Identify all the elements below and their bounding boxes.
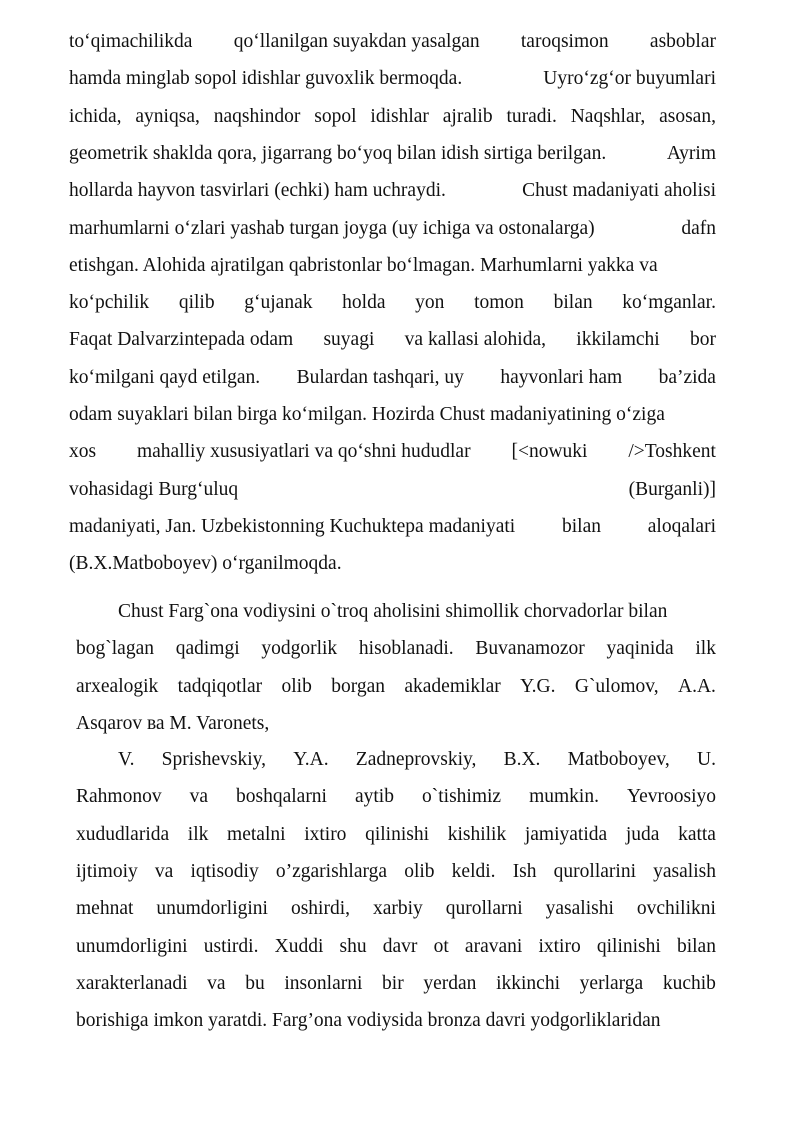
- text-segment: akademiklar: [404, 675, 501, 697]
- text-segment: (Burganli)]: [628, 478, 716, 500]
- text-line: [76, 675, 716, 699]
- text-segment: bilan: [676, 935, 716, 957]
- text-segment: A.A.: [678, 675, 716, 697]
- text-segment: xarakterlanadi: [76, 972, 188, 994]
- text-segment: yaqinida: [606, 638, 674, 660]
- text-segment: keldi.: [451, 860, 496, 882]
- text-segment: qo‘llanilgan suyakdan yasalgan: [233, 31, 480, 52]
- text-segment: Yevroosiyo: [626, 786, 716, 808]
- text-segment: sopol: [314, 105, 357, 127]
- text-segment: Y.G.: [520, 675, 556, 697]
- text-segment: ustirdi.: [203, 935, 259, 957]
- text-segment: boshqalarni: [236, 786, 327, 808]
- text-line: [76, 860, 716, 884]
- text-segment: yerlarga: [579, 972, 644, 994]
- text-segment: Asqarov ва M. Varonets,: [76, 712, 270, 734]
- text-segment: ayniqsa,: [135, 105, 200, 127]
- text-line: [69, 217, 716, 241]
- text-line: [69, 440, 716, 464]
- text-segment: taroqsimon: [520, 31, 609, 52]
- text-segment: bir: [382, 972, 404, 994]
- text-line: [76, 897, 716, 921]
- text-segment: Xuddi: [274, 935, 324, 957]
- text-segment: yon: [415, 292, 445, 314]
- text-segment: odam suyaklari bilan birga ko‘milgan. Hozirda Chust madaniyatining o‘ziga: [69, 404, 665, 425]
- text-line: [76, 712, 716, 736]
- text-line: [69, 366, 716, 390]
- text-segment: g‘ujanak: [244, 292, 313, 314]
- text-segment: qilib: [178, 292, 215, 314]
- text-segment: Bulardan tashqari, uy: [296, 366, 464, 388]
- text-segment: jamiyatida: [524, 823, 608, 845]
- text-segment: insonlarni: [284, 972, 363, 994]
- text-segment: xududlarida: [76, 823, 170, 845]
- text-segment: U.: [696, 749, 716, 770]
- text-segment: yodgorlik: [261, 638, 338, 660]
- text-segment: Rahmonov: [76, 786, 162, 808]
- text-segment: xos: [69, 441, 97, 463]
- text-segment: bilan: [562, 515, 601, 537]
- text-line: [69, 328, 716, 352]
- text-segment: Uyro‘zg‘or buyumlari: [543, 68, 716, 90]
- text-segment: tadqiqotlar: [177, 675, 263, 697]
- text-segment: ajralib: [442, 105, 493, 127]
- text-segment: aloqalari: [647, 515, 716, 537]
- text-segment: hayvonlari ham: [500, 366, 623, 388]
- text-line: [69, 105, 716, 129]
- text-segment: hollarda hayvon tasvirlari (echki) ham uchraydi.: [69, 180, 446, 202]
- text-segment: va: [189, 786, 208, 808]
- text-segment: aravani: [464, 935, 523, 957]
- text-segment: qurollarini: [553, 860, 636, 882]
- text-segment: Naqshlar,: [570, 105, 646, 127]
- text-segment: iqtisodiy: [190, 860, 259, 882]
- text-segment: qadimgi: [175, 638, 240, 660]
- text-line: [118, 748, 716, 772]
- text-segment: yasalish: [653, 860, 716, 882]
- text-segment: unumdorligini: [156, 898, 268, 920]
- text-segment: olib: [404, 860, 435, 882]
- text-segment: bog`lagan: [76, 638, 154, 660]
- text-segment: hisoblanadi.: [358, 638, 454, 660]
- text-line: [76, 823, 716, 847]
- text-line: [76, 935, 716, 959]
- text-segment: oshirdi,: [290, 898, 350, 920]
- text-segment: ovchilikni: [636, 898, 716, 920]
- text-segment: yasalishi: [545, 898, 614, 920]
- text-segment: aytib: [354, 786, 394, 808]
- text-line: [76, 972, 716, 996]
- text-segment: va kallasi alohida,: [404, 329, 546, 351]
- text-segment: vohasidagi Burg‘uluq: [69, 478, 239, 500]
- text-segment: mahalliy xususiyatlari va qo‘shni hududlar: [136, 441, 471, 463]
- text-segment: Buvanamozor: [475, 638, 585, 660]
- text-segment: asboblar: [649, 31, 716, 52]
- text-segment: borishiga imkon yaratdi. Farg’ona vodiysida bronza davri yodgorliklaridan: [76, 1010, 661, 1032]
- text-segment: yerdan: [423, 972, 477, 994]
- text-segment: ilk: [187, 823, 209, 845]
- text-line: [118, 600, 716, 624]
- text-segment: to‘qimachilikda: [69, 31, 193, 52]
- text-segment: Ish: [512, 860, 537, 882]
- text-line: [76, 637, 716, 661]
- text-line: [69, 515, 716, 539]
- text-segment: hamda minglab sopol idishlar guvoxlik bermoqda.: [69, 68, 463, 90]
- text-segment: katta: [678, 823, 716, 845]
- text-segment: ko‘milgani qayd etilgan.: [69, 366, 261, 388]
- text-segment: ikkinchi: [496, 972, 561, 994]
- text-segment: ijtimoiy: [76, 860, 138, 882]
- text-segment: borgan: [331, 675, 385, 697]
- text-segment: Matboboyev,: [567, 749, 670, 770]
- text-segment: unumdorligini: [76, 935, 188, 957]
- text-segment: />Toshkent: [628, 441, 716, 463]
- text-segment: ot: [433, 935, 449, 957]
- text-segment: madaniyati, Jan. Uzbekistonning Kuchuktepa madaniyati: [69, 515, 516, 537]
- text-line: [76, 1009, 716, 1033]
- text-segment: ko‘pchilik: [69, 292, 150, 314]
- text-segment: etishgan. Alohida ajratilgan qabristonlar bo‘lmagan. Marhumlarni yakka va: [69, 254, 658, 276]
- text-segment: holda: [342, 292, 386, 314]
- text-segment: ikkilamchi: [576, 329, 660, 351]
- text-segment: Faqat Dalvarzintepada odam: [69, 329, 294, 351]
- text-segment: ko‘mganlar.: [622, 292, 716, 314]
- text-line: [69, 179, 716, 203]
- text-segment: mehnat: [76, 898, 134, 920]
- text-line: [69, 30, 716, 54]
- text-segment: davr: [382, 935, 418, 957]
- text-segment: turadi.: [506, 105, 557, 127]
- text-segment: o’zgarishlarga: [275, 860, 388, 882]
- text-line: [69, 291, 716, 315]
- text-line: [69, 142, 716, 166]
- text-segment: o`tishimiz: [421, 786, 502, 808]
- text-segment: ba’zida: [658, 366, 716, 388]
- text-line: [69, 552, 716, 576]
- text-segment: arxealogik: [76, 675, 159, 697]
- text-segment: qilinishi: [365, 823, 430, 845]
- text-segment: Y.A.: [293, 749, 329, 770]
- text-segment: asosan,: [659, 105, 716, 127]
- text-segment: Sprishevskiy,: [161, 749, 267, 770]
- text-segment: ixtiro: [304, 823, 347, 845]
- text-segment: olib: [281, 675, 312, 697]
- text-segment: V.: [118, 749, 135, 770]
- text-segment: bu: [245, 972, 265, 994]
- text-line: [69, 254, 716, 278]
- text-segment: B.X.: [503, 749, 541, 770]
- text-segment: bor: [690, 329, 716, 351]
- text-segment: ilk: [695, 638, 716, 660]
- text-segment: va: [154, 860, 174, 882]
- text-segment: va: [207, 972, 226, 994]
- text-segment: tomon: [474, 292, 524, 314]
- text-segment: qilinishi: [596, 935, 661, 957]
- text-line: [76, 785, 716, 809]
- text-segment: kuchib: [662, 972, 716, 994]
- text-line: [69, 478, 716, 502]
- text-segment: kishilik: [447, 823, 507, 845]
- text-segment: [<nowuki: [511, 441, 588, 463]
- text-line: [69, 403, 716, 427]
- text-segment: mumkin.: [529, 786, 599, 808]
- text-line: [69, 67, 716, 91]
- text-segment: metalni: [227, 823, 286, 845]
- text-segment: dafn: [681, 217, 716, 239]
- text-segment: Zadneprovskiy,: [355, 749, 477, 770]
- text-segment: juda: [625, 823, 660, 845]
- text-segment: shu: [339, 935, 367, 957]
- text-segment: geometrik shaklda qora, jigarrang bo‘yoq bilan idish sirtiga berilgan.: [69, 142, 607, 164]
- text-segment: qurollarni: [445, 898, 523, 920]
- text-segment: xarbiy: [372, 898, 423, 920]
- text-segment: naqshindor: [213, 105, 301, 127]
- text-segment: Ayrim: [666, 142, 716, 164]
- text-segment: ichida,: [69, 105, 122, 127]
- text-segment: Chust Farg`ona vodiysini o`troq aholisini shimollik chorvadorlar bilan: [118, 601, 668, 622]
- text-segment: bilan: [553, 292, 593, 314]
- text-segment: idishlar: [370, 105, 429, 127]
- text-segment: ixtiro: [538, 935, 581, 957]
- text-segment: G`ulomov,: [574, 675, 659, 697]
- text-segment: marhumlarni o‘zlari yashab turgan joyga (uy ichiga va ostonalarga): [69, 217, 595, 239]
- text-segment: (B.X.Matboboyev) o‘rganilmoqda.: [69, 553, 342, 575]
- text-segment: Chust madaniyati aholisi: [522, 180, 716, 202]
- text-segment: suyagi: [323, 329, 375, 351]
